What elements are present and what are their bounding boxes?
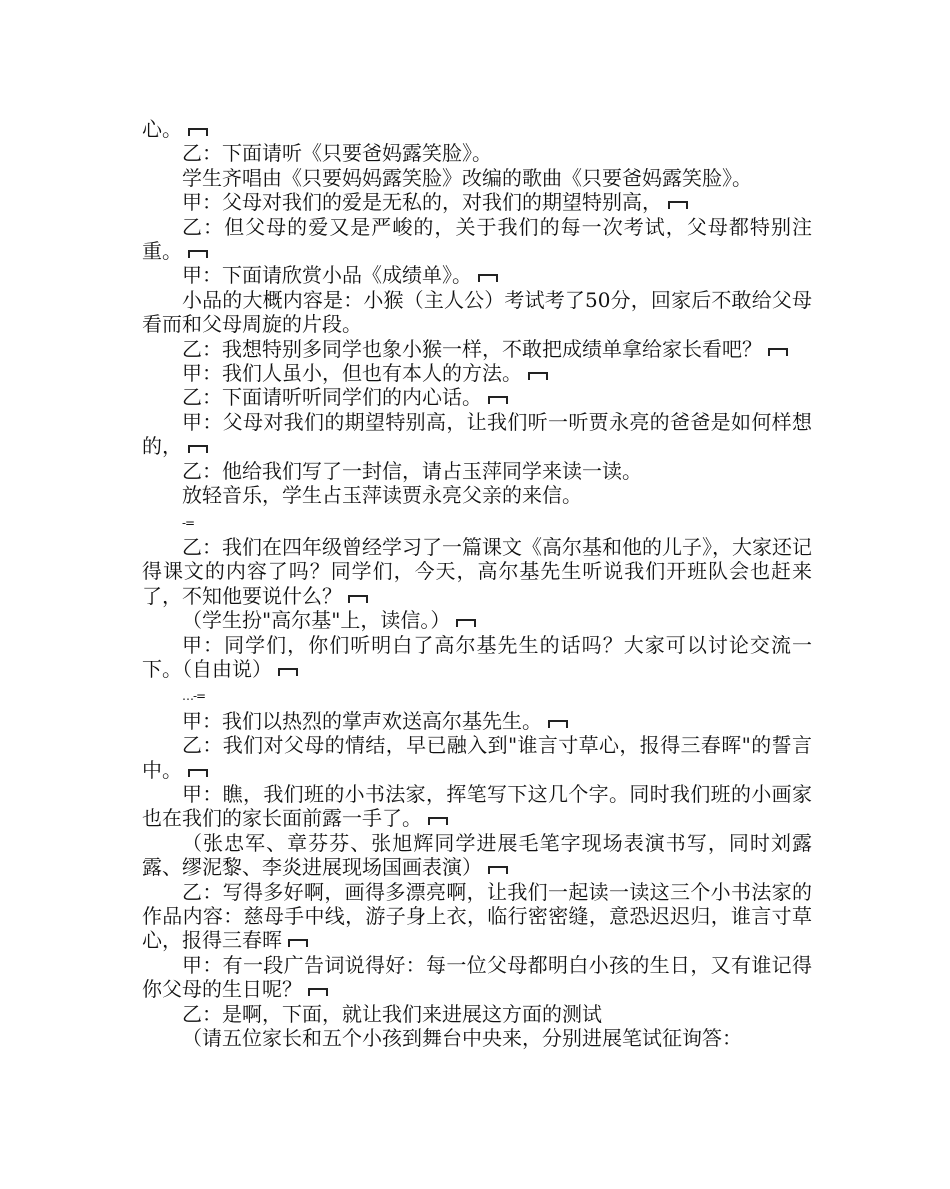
document-body	[142, 117, 812, 1050]
return-mark-icon	[488, 396, 508, 404]
return-mark-icon	[288, 939, 308, 947]
paragraph-text: 乙：我想特别多同学也象小猴一样，不敢把成绩单拿给家长看吧？	[182, 336, 762, 361]
paragraph-text: 乙：他给我们写了一封信，请占玉萍同学来读一读。	[182, 458, 642, 483]
paragraph	[142, 831, 812, 880]
paragraph	[142, 385, 812, 409]
paragraph-text: 甲：父母对我们的期望特别高，让我们听一听贾永亮的爸爸是如何样想的，	[142, 409, 812, 459]
return-mark-icon	[528, 372, 548, 380]
return-mark-icon	[478, 274, 498, 282]
return-mark-icon	[348, 595, 368, 603]
paragraph	[142, 1002, 812, 1026]
paragraph-text: 甲：瞧，我们班的小书法家，挥笔写下这几个字。同时我们班的小画家也在我们的家长面前露一手了。	[142, 781, 812, 831]
paragraph-text: 甲：我们人虽小，但也有本人的方法。	[182, 361, 522, 386]
paragraph	[142, 953, 812, 1002]
paragraph-text: 乙：我们在四年级曾经学习了一篇课文《高尔基和他的儿子》，大家还记得课文的内容了吗？同学们，今天，高尔基先生听说我们开班队会也赶来 了，不知他要说什么？	[142, 534, 812, 608]
return-mark-icon	[188, 128, 208, 136]
return-mark-icon	[768, 348, 788, 356]
paragraph-text: 乙：下面请听听同学们的内心话。	[182, 385, 482, 410]
paragraph-text: 乙：写得多好啊，画得多漂亮啊，让我们一起读一读这三个小书法家的作品内容：慈母手中线，游子身上衣，临行密密缝，意恐迟迟归，谁言寸草心，报得三春晖	[142, 879, 812, 953]
paragraph-text: 放轻音乐，学生占玉萍读贾永亮父亲的来信。	[182, 483, 582, 508]
paragraph-text: （请五位家长和五个小孩到舞台中央来，分别进展笔试征询答：	[182, 1026, 742, 1051]
paragraph	[142, 215, 812, 264]
paragraph-text: 甲：同学们，你们听明白了高尔基先生的话吗？大家可以讨论交流一下。（自由说）	[142, 632, 812, 681]
paragraph-text: 甲：我们以热烈的掌声欢送高尔基先生。	[182, 708, 542, 733]
paragraph-text: 甲：有一段广告词说得好：每一位父母都明白小孩的生日，又有谁记得你父母的生日呢？	[142, 952, 812, 1002]
paragraph-text: 乙：下面请听《只要爸妈露笑脸》。	[182, 141, 492, 166]
paragraph	[142, 633, 812, 682]
paragraph-text: （张忠军、章芬芬、张旭辉同学进展毛笔字现场表演书写，同时刘露露、缪泥黎、李炎进展现场国画表演）	[142, 830, 812, 880]
paragraph	[142, 410, 812, 459]
paragraph	[142, 782, 812, 831]
return-mark-icon	[456, 619, 476, 627]
return-mark-icon	[278, 668, 298, 676]
return-mark-icon	[548, 720, 568, 728]
paragraph	[142, 709, 812, 733]
return-mark-icon	[488, 866, 508, 874]
paragraph-text: -=	[182, 515, 195, 530]
paragraph-text: …-=	[182, 689, 206, 704]
paragraph	[142, 608, 812, 632]
paragraph	[142, 117, 812, 141]
return-mark-icon	[188, 445, 208, 453]
paragraph	[142, 1026, 812, 1050]
paragraph	[142, 681, 812, 708]
paragraph	[142, 880, 812, 953]
paragraph	[142, 190, 812, 214]
paragraph-text: （学生扮"高尔基"上，读信。）	[182, 608, 451, 633]
paragraph	[142, 361, 812, 385]
paragraph	[142, 263, 812, 287]
paragraph-text: 乙：是啊，下面，就让我们来进展这方面的测试	[182, 1001, 602, 1026]
return-mark-icon	[668, 201, 688, 209]
paragraph	[142, 337, 812, 361]
paragraph	[142, 733, 812, 782]
paragraph	[142, 535, 812, 608]
return-mark-icon	[308, 988, 328, 996]
paragraph-text: 学生齐唱由《只要妈妈露笑脸》改编的歌曲《只要爸妈露笑脸》。	[182, 165, 752, 190]
paragraph	[142, 166, 812, 190]
paragraph-text: 甲：下面请欣赏小品《成绩单》。	[182, 263, 472, 288]
paragraph-text: 心。	[142, 117, 182, 141]
return-mark-icon	[188, 769, 208, 777]
paragraph-text: 小品的大概内容是：小猴（主人公）考试考了50分，回家后不敢给父母看而和父母周旋的片段。	[142, 287, 812, 337]
paragraph	[142, 459, 812, 483]
paragraph	[142, 141, 812, 165]
paragraph	[142, 483, 812, 507]
paragraph	[142, 508, 812, 535]
return-mark-icon	[428, 817, 448, 825]
paragraph-text: 乙：但父母的爱又是严峻的，关于我们的每一次考试，父母都特别注重。	[142, 214, 812, 264]
paragraph	[142, 288, 812, 337]
paragraph-text: 乙：我们对父母的情结，早已融入到"谁言寸草心，报得三春晖"的誓言中。	[142, 733, 812, 782]
return-mark-icon	[188, 250, 208, 258]
paragraph-text: 甲：父母对我们的爱是无私的，对我们的期望特别高，	[182, 190, 662, 215]
